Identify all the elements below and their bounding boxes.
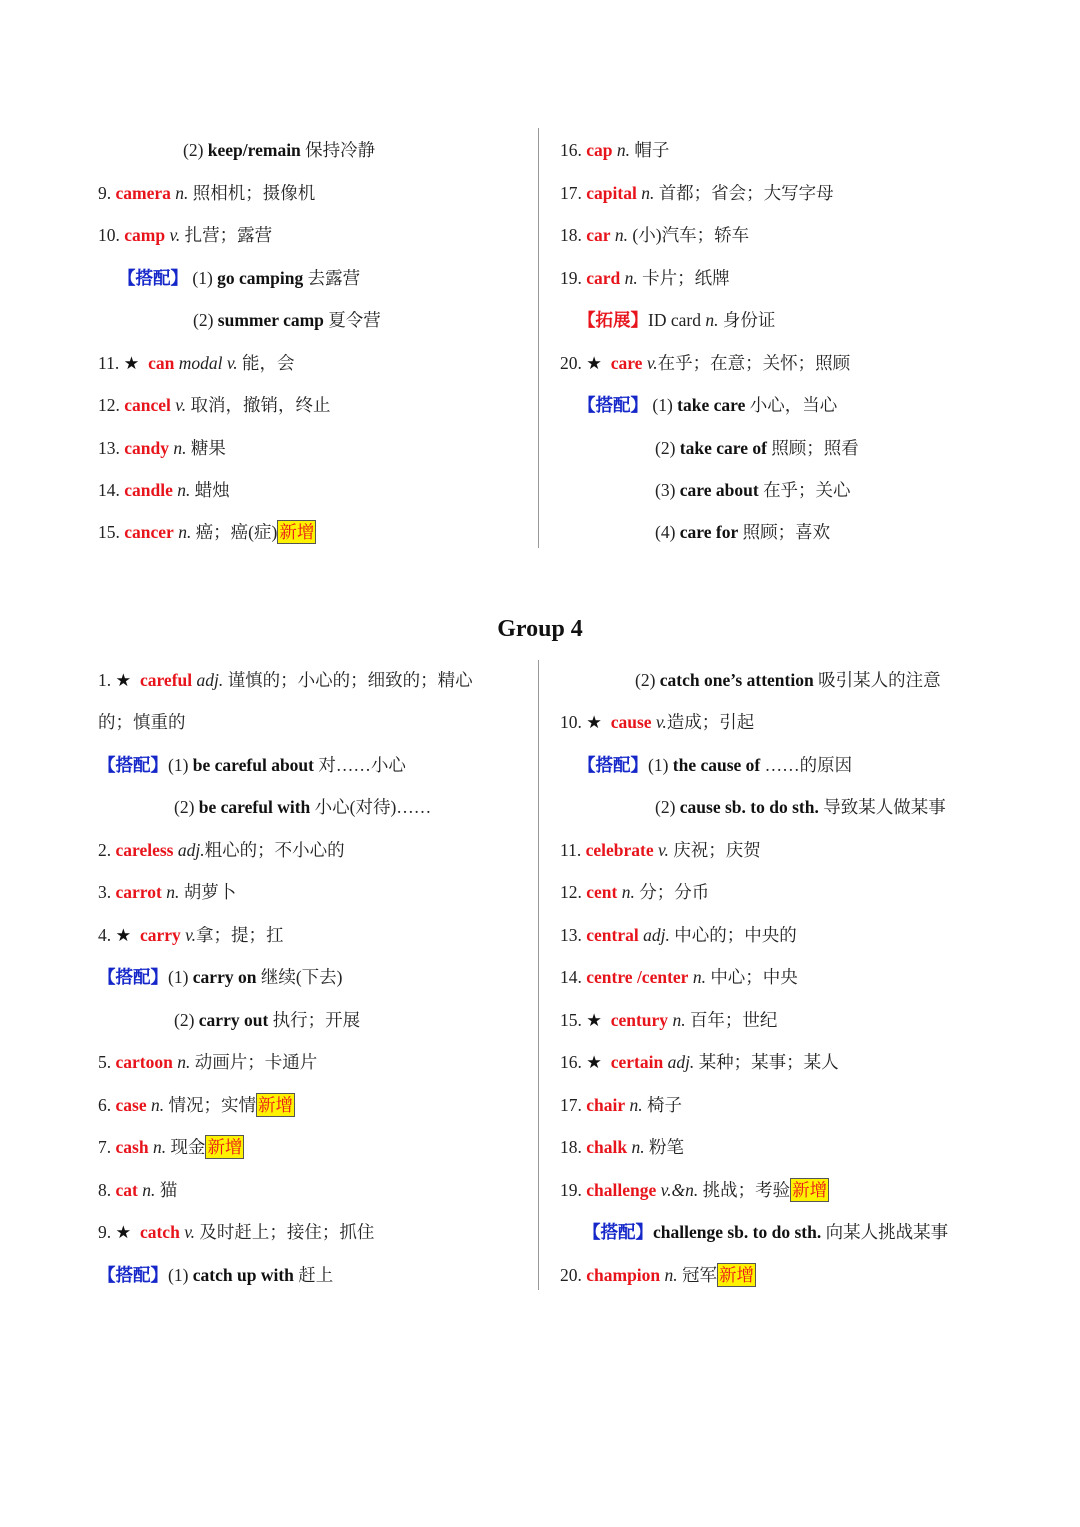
word-entry: 16. ★ certain adj. 某种；某事；某人: [560, 1052, 839, 1072]
headword: certain: [610, 1052, 664, 1072]
entry-line: (2) take care of 照顾；照看: [655, 438, 859, 458]
headword: careful: [139, 670, 193, 690]
column-divider: [538, 660, 539, 1290]
headword: capital: [586, 183, 637, 203]
entry-continuation: 的；慎重的: [98, 712, 186, 732]
word-entry: 8. cat n. 猫: [98, 1180, 178, 1200]
word-entry: 2. careless adj.粗心的；不小心的: [98, 840, 345, 860]
entry-line: (2) catch one’s attention 吸引某人的注意: [635, 670, 941, 690]
headword: cartoon: [115, 1052, 173, 1072]
phrase: summer camp: [217, 310, 324, 330]
word-entry: 15. ★ century n. 百年；世纪: [560, 1010, 778, 1030]
word-entry: 7. cash n. 现金 新增: [98, 1137, 243, 1157]
headword: cancer: [124, 522, 174, 542]
star-icon: ★: [586, 1052, 602, 1072]
entry-line: (2) keep/remain 保持冷静: [183, 140, 376, 160]
word-entry: 1. ★ careful adj. 谨慎的；小心的；细致的；精心: [98, 670, 473, 690]
phrase: take care of: [679, 438, 767, 458]
collocation-tag: 【搭配】: [98, 1265, 168, 1285]
phrase: care for: [679, 522, 739, 542]
headword: chair: [586, 1095, 626, 1115]
new-badge: 新增: [207, 1137, 243, 1157]
star-icon: ★: [123, 353, 140, 373]
headword: century: [610, 1010, 669, 1030]
word-entry: 10. ★ cause v.造成；引起: [560, 712, 755, 732]
word-entry: 9. ★ catch v. 及时赶上；接住；抓住: [98, 1222, 375, 1242]
headword: card: [586, 268, 621, 288]
new-badge: 新增: [719, 1265, 755, 1285]
headword: care: [610, 353, 643, 373]
phrase: carry on: [192, 967, 257, 987]
star-icon: ★: [586, 712, 602, 732]
headword: can: [148, 353, 175, 373]
headword: cash: [115, 1137, 149, 1157]
entry-line: (4) care for 照顾；喜欢: [655, 522, 831, 542]
new-badge: 新增: [257, 1095, 293, 1115]
entry-line: (2) carry out 执行；开展: [174, 1010, 361, 1030]
collocation-line: 【搭配】 (1) go camping 去露营: [118, 268, 361, 288]
collocation-line: 【搭配】 (1) take care 小心，当心: [578, 395, 838, 415]
collocation-tag: 【搭配】: [98, 755, 168, 775]
entry-line: (3) care about 在乎；关心: [655, 480, 851, 500]
entry-line: (2) be careful with 小心(对待)……: [174, 797, 432, 817]
phrase: catch up with: [192, 1265, 294, 1285]
star-icon: ★: [115, 1222, 132, 1242]
headword: carrot: [115, 882, 162, 902]
phrase: keep/remain: [207, 140, 301, 160]
phrase: be careful with: [198, 797, 311, 817]
word-entry: 17. chair n. 椅子: [560, 1095, 683, 1115]
entry-line: (2) summer camp 夏令营: [193, 310, 381, 330]
headword: careless: [115, 840, 174, 860]
headword: challenge: [586, 1180, 657, 1200]
headword: centre /center: [586, 967, 689, 987]
column-divider: [538, 128, 539, 548]
word-entry: 5. cartoon n. 动画片；卡通片: [98, 1052, 318, 1072]
phrase: challenge sb. to do sth.: [653, 1222, 822, 1242]
headword: candle: [124, 480, 173, 500]
word-entry: 14. candle n. 蜡烛: [98, 480, 230, 500]
star-icon: ★: [115, 925, 132, 945]
word-entry: 10. camp v. 扎营；露营: [98, 225, 273, 245]
phrase: the cause of: [672, 755, 761, 775]
extension-tag: 【拓展】: [578, 310, 648, 330]
word-entry: 12. cent n. 分；分币: [560, 882, 710, 902]
word-entry: 19. challenge v.&n. 挑战；考验 新增: [560, 1180, 828, 1200]
word-entry: 6. case n. 情况；实情 新增: [98, 1095, 293, 1115]
word-entry: 18. car n. (小)汽车；轿车: [560, 225, 750, 245]
phrase: care about: [679, 480, 759, 500]
collocation-tag: 【搭配】: [98, 967, 168, 987]
headword: champion: [586, 1265, 661, 1285]
star-icon: ★: [586, 1010, 602, 1030]
word-entry: 20. champion n. 冠军 新增: [560, 1265, 755, 1285]
phrase: carry out: [198, 1010, 269, 1030]
collocation-tag: 【搭配】: [578, 755, 648, 775]
headword: camera: [115, 183, 171, 203]
word-entry: 19. card n. 卡片；纸牌: [560, 268, 730, 288]
word-entry: 20. ★ care v.在乎；在意；关怀；照顾: [560, 353, 851, 373]
headword: cancel: [124, 395, 171, 415]
headword: case: [115, 1095, 147, 1115]
entry-line: (2) cause sb. to do sth. 导致某人做某事: [655, 797, 946, 817]
headword: cent: [586, 882, 618, 902]
group-title: Group 4: [497, 616, 583, 642]
collocation-line: 【搭配】(1) be careful about 对……小心: [98, 755, 406, 775]
headword: car: [586, 225, 611, 245]
phrase: take care: [677, 395, 746, 415]
word-entry: 9. camera n. 照相机；摄像机: [98, 183, 316, 203]
phrase: catch one’s attention: [659, 670, 814, 690]
word-entry: 15. cancer n. 癌；癌(症) 新增: [98, 522, 315, 542]
word-entry: 14. centre /center n. 中心；中央: [560, 967, 798, 987]
headword: carry: [139, 925, 181, 945]
word-entry: 11. celebrate v. 庆祝；庆贺: [560, 840, 761, 860]
headword: cause: [610, 712, 652, 732]
star-icon: ★: [115, 670, 132, 690]
headword: cap: [586, 140, 613, 160]
phrase: go camping: [217, 268, 304, 288]
collocation-tag: 【搭配】: [118, 268, 188, 288]
star-icon: ★: [586, 353, 602, 373]
word-entry: 3. carrot n. 胡萝卜: [98, 882, 237, 902]
headword: cat: [115, 1180, 138, 1200]
word-entry: 12. cancel v. 取消，撤销，终止: [98, 395, 331, 415]
headword: chalk: [586, 1137, 628, 1157]
new-badge: 新增: [279, 522, 315, 542]
headword: catch: [139, 1222, 180, 1242]
collocation-tag: 【搭配】: [578, 395, 648, 415]
extension-line: 【拓展】ID card n. 身份证: [578, 310, 776, 330]
word-entry: 4. ★ carry v.拿；提；扛: [98, 925, 284, 945]
new-badge: 新增: [792, 1180, 828, 1200]
collocation-line: 【搭配】challenge sb. to do sth. 向某人挑战某事: [583, 1222, 949, 1242]
headword: celebrate: [585, 840, 654, 860]
collocation-line: 【搭配】(1) carry on 继续(下去): [98, 967, 343, 987]
headword: candy: [124, 438, 169, 458]
word-entry: 16. cap n. 帽子: [560, 140, 670, 160]
word-entry: 17. capital n. 首都；省会；大写字母: [560, 183, 834, 203]
word-entry: 13. central adj. 中心的；中央的: [560, 925, 797, 945]
headword: camp: [124, 225, 166, 245]
headword: central: [586, 925, 639, 945]
word-entry: 11. ★ can modal v. 能，会: [98, 353, 295, 373]
word-entry: 18. chalk n. 粉笔: [560, 1137, 684, 1157]
collocation-line: 【搭配】(1) the cause of ……的原因: [578, 755, 853, 775]
word-entry: 13. candy n. 糖果: [98, 438, 226, 458]
collocation-tag: 【搭配】: [583, 1222, 653, 1242]
phrase: be careful about: [192, 755, 314, 775]
collocation-line: 【搭配】(1) catch up with 赶上: [98, 1265, 334, 1285]
phrase: cause sb. to do sth.: [679, 797, 819, 817]
